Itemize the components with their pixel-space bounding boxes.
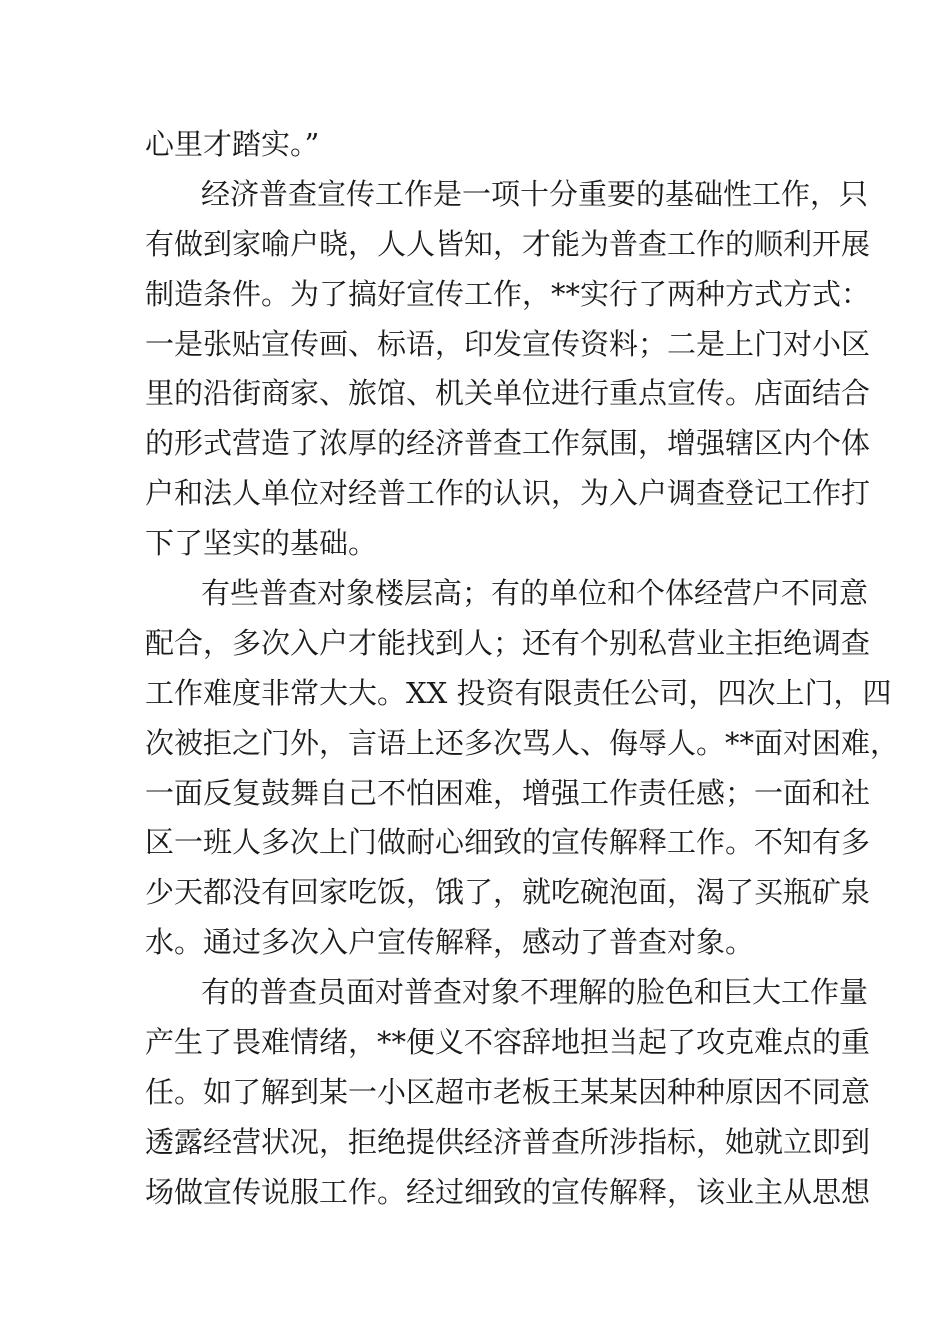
paragraph-first-line: 有些普查对象楼层高；有的单位和个体经营户不同意	[201, 576, 869, 611]
text-line: 户和法人单位对经普工作的认识，为入户调查登记工作打	[145, 476, 871, 511]
text-line: 下了坚实的基础。	[145, 526, 378, 561]
text-line: 水。通过多次入户宣传解释，感动了普查对象。	[145, 925, 755, 960]
text-line: 里的沿街商家、旅馆、机关单位进行重点宣传。店面结合	[145, 376, 871, 411]
paragraph-first-line: 有的普查员面对普查对象不理解的脸色和巨大工作量	[201, 975, 869, 1010]
text-line: 场做宣传说服工作。经过细致的宣传解释，该业主从思想	[145, 1174, 871, 1209]
text-line: 有做到家喻户晓，人人皆知，才能为普查工作的顺利开展	[145, 226, 871, 261]
text-line: 一是张贴宣传画、标语，印发宣传资料；二是上门对小区	[145, 326, 871, 361]
text-line: 配合，多次入户才能找到人；还有个别私营业主拒绝调查	[145, 625, 871, 660]
text-line: 制造条件。为了搞好宣传工作，**实行了两种方式方式：	[145, 276, 871, 311]
text-line: 心里才踏实。”	[145, 127, 320, 161]
document-body	[145, 120, 900, 1218]
paragraph-first-line: 经济普查宣传工作是一项十分重要的基础性工作，只	[201, 176, 869, 211]
text-line: 产生了畏难情绪，**便义不容辞地担当起了攻克难点的重	[145, 1025, 871, 1060]
text-line: 次被拒之门外，言语上还多次骂人、侮辱人。**面对困难，	[145, 725, 900, 760]
text-line: 少天都没有回家吃饭，饿了，就吃碗泡面，渴了买瓶矿泉	[145, 875, 871, 910]
text-line: 区一班人多次上门做耐心细致的宣传解释工作。不知有多	[145, 825, 871, 860]
text-line: 一面反复鼓舞自己不怕困难，增强工作责任感；一面和社	[145, 775, 871, 810]
text-line: 透露经营状况，拒绝提供经济普查所涉指标，她就立即到	[145, 1124, 871, 1159]
text-line: 任。如了解到某一小区超市老板王某某因种种原因不同意	[145, 1074, 871, 1109]
text-line: 工作难度非常大大。XX 投资有限责任公司，四次上门，四	[145, 675, 892, 710]
text-line: 的形式营造了浓厚的经济普查工作氛围，增强辖区内个体	[145, 426, 871, 461]
